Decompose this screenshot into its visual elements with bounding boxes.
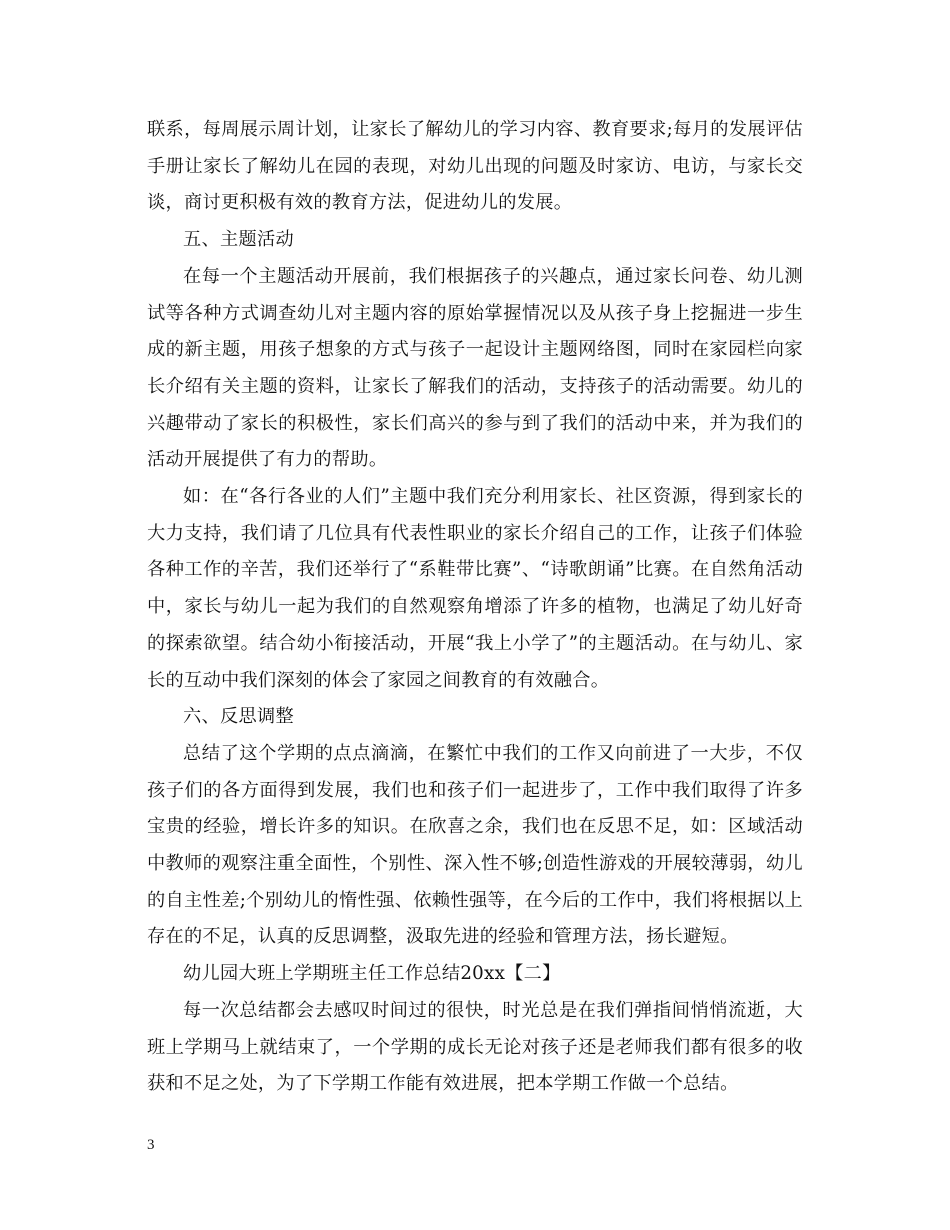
paragraph-contact: 联系，每周展示周计划，让家长了解幼儿的学习内容、教育要求;每月的发展评估手册让家长了解幼儿在园的表现，对幼儿出现的问题及时家访、电访，与家长交谈，商讨更积极有效的教育方法，促进幼儿的发展。 [147, 119, 803, 214]
section-heading-theme-activities: 五、主题活动 [183, 229, 294, 251]
section-heading-summary-two: 幼儿园大班上学期班主任工作总结20xx【二】 [183, 963, 561, 985]
paragraph-theme-activities: 在每一个主题活动开展前，我们根据孩子的兴趣点，通过家长问卷、幼儿测试等各种方式调查幼儿对主题内容的原始掌握情况以及从孩子身上挖掘进一步生成的新主题，用孩子想象的方式与孩子一起设计主题网络图，同时在家园栏向家长介绍有关主题的资料，让家长了解我们的活动，支持孩子的活动需要。幼儿的兴趣带动了家长的积极性，家长们高兴的参与到了我们的活动中来，并为我们的活动开展提供了有力的帮助。 [147, 265, 803, 471]
section-heading-reflection: 六、反思调整 [183, 706, 294, 728]
paragraph-theme-example: 如：在“各行各业的人们”主题中我们充分利用家长、社区资源，得到家长的大力支持，我们请了几位具有代表性职业的家长介绍自己的工作，让孩子们体验各种工作的辛苦，我们还举行了“系鞋带比赛”、“诗歌朗诵”比赛。在自然角活动中，家长与幼儿一起为我们的自然观察角增添了许多的植物，也满足了幼儿好奇的探索欲望。结合幼小衔接活动，开展“我上小学了”的主题活动。在与幼儿、家长的互动中我们深刻的体会了家园之间教育的有效融合。 [147, 486, 803, 691]
paragraph-summary-intro: 每一次总结都会去感叹时间过的很快，时光总是在我们弹指间悄悄流逝，大班上学期马上就结束了，一个学期的成长无论对孩子还是老师我们都有很多的收获和不足之处，为了下学期工作能有效进展，把本学期工作做一个总结。 [147, 999, 803, 1095]
paragraph-reflection: 总结了这个学期的点点滴滴，在繁忙中我们的工作又向前进了一大步，不仅孩子们的各方面得到发展，我们也和孩子们一起进步了，工作中我们取得了许多宝贵的经验，增长许多的知识。在欣喜之余，我们也在反思不足，如：区域活动中教师的观察注重全面性，个别性、深入性不够;创造性游戏的开展较薄弱，幼儿的自主性差;个别幼儿的惰性强、依赖性强等，在今后的工作中，我们将根据以上存在的不足，认真的反思调整，汲取先进的经验和管理方法，扬长避短。 [147, 742, 803, 948]
document-body [147, 112, 803, 1103]
page-number: 3 [147, 1137, 155, 1153]
